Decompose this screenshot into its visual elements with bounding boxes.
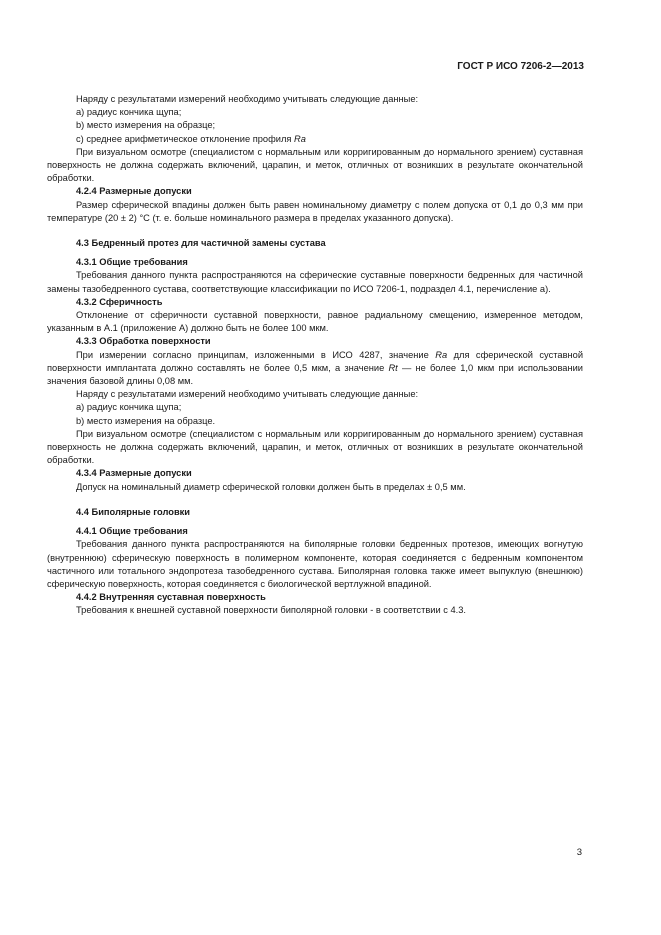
- list-item: [47, 133, 583, 146]
- paragraph-4-3-2: Отклонение от сферичности суставной поверхности, равное радиальному смещению, измеренное методом, указанным в А.1 (приложение А) должно быть не более 100 мкм.: [47, 310, 583, 334]
- heading-4-3-4: 4.3.4 Размерные допуски: [76, 468, 192, 479]
- rt-symbol: Rt: [388, 362, 398, 373]
- list-item: b) место измерения на образце.: [76, 415, 216, 426]
- document-header: ГОСТ Р ИСО 7206-2—2013: [457, 61, 584, 72]
- paragraph-4-3-3: [47, 349, 583, 389]
- ra-symbol: Ra: [293, 133, 306, 144]
- document-body: [47, 93, 583, 618]
- text-run: При измерении согласно принципам, изложенными в ИСО 4287, значение: [76, 349, 436, 360]
- text-run: для сферической суставной поверхности имплантата должно составлять не более 0,5 мкм, а значение: [47, 349, 584, 373]
- text-run: — не более 1,0 мкм при использовании значения базовой длины 0,08 мм.: [47, 362, 583, 387]
- list-item: b) место измерения на образце;: [76, 120, 216, 131]
- ra-symbol: Ra: [435, 349, 448, 360]
- paragraph-4-4-1: Требования данного пункта распространяются на биполярные головки бедренных протезов, имеющих вогнутую (внутреннюю) сферическую поверхность в полимерном компоненте, которая соединяется с бедренным компонентом частичного или тотального эндопротеза тазобедренного сустава. Биполярная головка также имеет выпуклую (внешнюю) сферическую поверхность, которая соединяется с биологической вертлужной впадиной.: [47, 539, 583, 589]
- list-item: a) радиус кончика щупа;: [76, 107, 182, 118]
- paragraph-4-3-1: Требования данного пункта распространяются на сферические суставные поверхности бедренных для частичной замены тазобедренного сустава, соответствующие классификации по ИСО 7206-1, подраздел 4.1, перечисление а).: [47, 270, 583, 294]
- paragraph-intro: Наряду с результатами измерений необходимо учитывать следующие данные:: [76, 94, 419, 104]
- section-title-4-3: 4.3 Бедренный протез для частичной замены сустава: [76, 238, 326, 249]
- paragraph-visual-inspection: При визуальном осмотре (специалистом с нормальным или корригированным до нормального зрением) суставная поверхность не должна содержать включений, царапин, и меток, отличных от возникших в результате окончательной обработки.: [47, 146, 583, 184]
- heading-4-3-2: 4.3.2 Сферичность: [76, 296, 163, 307]
- list-item: a) радиус кончика щупа;: [76, 402, 182, 413]
- paragraph-4-3-4: Допуск на номинальный диаметр сферической головки должен быть в пределах ± 0,5 мм.: [76, 481, 466, 492]
- heading-4-4-2: 4.4.2 Внутренняя суставная поверхность: [76, 592, 266, 603]
- paragraph-intro: Наряду с результатами измерений необходимо учитывать следующие данные:: [76, 389, 419, 400]
- section-title-4-4: 4.4 Биполярные головки: [76, 506, 191, 517]
- heading-4-4-1: 4.4.1 Общие требования: [76, 526, 188, 537]
- paragraph-4-4-2: Требования к внешней суставной поверхности биполярной головки - в соответствии с 4.3.: [76, 605, 466, 616]
- heading-4-2-4: 4.2.4 Размерные допуски: [76, 186, 192, 197]
- page-number: 3: [576, 847, 582, 858]
- paragraph-visual-inspection: При визуальном осмотре (специалистом с нормальным или корригированным до нормального зрением) суставная поверхность не должна содержать включений, царапин, и меток, отличных от возникших в результате окончательной обработки.: [47, 428, 583, 466]
- paragraph-4-2-4: Размер сферической впадины должен быть равен номинальному диаметру с полем допуска от 0,1 до 0,3 мм при температуре (20 ± 2) °С (т. е. больше номинального размера в пределах указанного допуска).: [47, 199, 583, 223]
- list-item-text: c) среднее арифметическое отклонение профиля: [76, 133, 294, 144]
- heading-4-3-3: 4.3.3 Обработка поверхности: [76, 336, 211, 347]
- heading-4-3-1: 4.3.1 Общие требования: [76, 257, 188, 268]
